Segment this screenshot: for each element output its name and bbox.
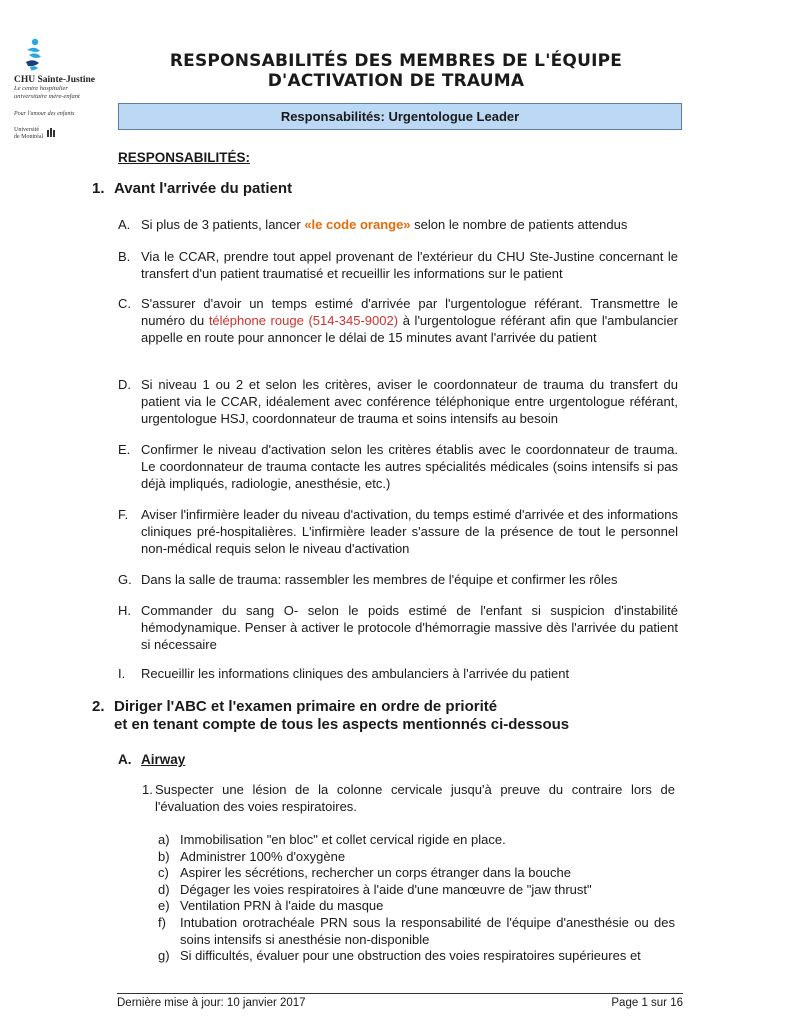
role-banner	[118, 103, 682, 130]
item-text: Via le CCAR, prendre tout appel provenant de l'extérieur du CHU Ste-Justine concernant le transfert d'un patient traumatisé et recueillir les informations sur le patient	[141, 249, 678, 281]
udem-crest-icon	[46, 127, 56, 137]
list-item	[158, 882, 675, 899]
airway-steps-list	[158, 832, 675, 965]
paragraph-text: Suspecter une lésion de la colonne cervicale jusqu'à preuve du contraire lors de l'évaluation des voies respiratoires.	[155, 782, 675, 814]
item-label: a)	[158, 832, 170, 847]
item-text: Dégager les voies respiratoires à l'aide d'une manœuvre de "jaw thrust"	[180, 881, 592, 897]
responsibilities-heading: RESPONSABILITÉS:	[118, 150, 251, 165]
section-number: 1.	[92, 180, 105, 197]
role-banner-label: Responsabilités: Urgentologue Leader	[280, 109, 520, 124]
list-item-b	[118, 248, 678, 282]
item-label: d)	[158, 881, 170, 897]
udem-logo	[14, 127, 114, 141]
item-text: Recueillir les informations cliniques des ambulanciers à l'arrivée du patient	[141, 666, 570, 681]
list-item	[158, 948, 675, 965]
chu-sainte-justine-logo-icon	[22, 38, 44, 72]
item-text-pre: Si plus de 3 patients, lancer	[141, 217, 305, 232]
item-label: C.	[118, 296, 131, 311]
item-text: Si difficultés, évaluer pour une obstruction des voies respiratoires supérieures et	[180, 948, 641, 964]
hospital-logo	[14, 38, 114, 141]
item-label: e)	[158, 898, 170, 914]
list-item-c	[118, 295, 678, 346]
item-text: Immobilisation "en bloc" et collet cervical rigide en place.	[180, 832, 506, 847]
footer-page-number: Page 1 sur 16	[611, 997, 683, 1009]
list-item-h	[118, 602, 678, 653]
title-line-2: D'ACTIVATION DE TRAUMA	[267, 71, 525, 91]
list-item	[158, 832, 675, 849]
logo-name: CHU Sainte-Justine	[14, 75, 96, 85]
item-label: I.	[118, 666, 126, 681]
section-number: 2.	[92, 698, 105, 715]
logo-subtitle-1: Le centre hospitalier	[14, 85, 68, 92]
airway-subheading	[118, 751, 185, 768]
section-title-line-2: et en tenant compte de tous les aspects mentionnés ci-dessous	[114, 716, 570, 733]
item-label: D.	[118, 377, 131, 392]
item-text	[141, 216, 678, 233]
list-item	[158, 898, 675, 915]
logo-motto: Pour l'amour des enfants	[14, 111, 75, 117]
list-item	[158, 865, 675, 882]
item-label: F.	[118, 507, 129, 522]
list-item	[158, 849, 675, 866]
section-2-heading	[92, 698, 569, 734]
section-title: Avant l'arrivée du patient	[114, 180, 293, 197]
list-item-d	[118, 376, 678, 427]
item-label: c)	[158, 865, 169, 881]
code-orange-highlight: «le code orange»	[304, 217, 411, 232]
item-label: f)	[158, 914, 166, 930]
item-label: g)	[158, 948, 170, 964]
footer-divider	[117, 993, 683, 994]
item-label: b)	[158, 848, 170, 864]
item-text-post: selon le nombre de patients attendus	[410, 217, 628, 232]
item-text: Confirmer le niveau d'activation selon les critères établis avec le coordonnateur de trauma. Le coordonnateur de trauma contacte les autres spécialités médicales (soins intensifs si pas déjà impliqués, radiologie, anesthésie, etc.)	[141, 442, 678, 491]
item-text: Commander du sang O- selon le poids estimé de l'enfant si suspicion d'instabilité hémodynamique. Penser à activer le protocole d'hémorragie massive dès l'arrivée du patient si nécessaire	[141, 603, 678, 652]
udem-line-1: Université	[14, 127, 39, 133]
item-text-pre: S'assurer d'avoir un temps estimé d'arrivée par l'urgentologue référant. Transmettre le numéro du	[141, 296, 678, 328]
list-item-f	[118, 506, 678, 557]
list-item	[158, 915, 675, 948]
item-label: G.	[118, 572, 132, 587]
list-item-e	[118, 441, 678, 492]
subheading-title: Airway	[141, 752, 186, 767]
item-label: H.	[118, 603, 131, 618]
section-title-line-1: Diriger l'ABC et l'examen primaire en ordre de priorité	[114, 698, 498, 715]
item-text: Aviser l'infirmière leader du niveau d'activation, du temps estimé d'arrivée et des informations cliniques pré-hospitalières. L'infirmière leader s'assure de la présence de tout le personnel non-médical requis selon le niveau d'activation	[141, 507, 678, 556]
udem-line-2: de Montréal	[14, 134, 44, 140]
item-text: Ventilation PRN à l'aide du masque	[180, 898, 384, 914]
item-text: Dans la salle de trauma: rassembler les membres de l'équipe et confirmer les rôles	[141, 572, 618, 587]
item-text	[141, 295, 678, 346]
item-text: Administrer 100% d'oxygène	[180, 848, 346, 864]
footer-last-updated: Dernière mise à jour: 10 janvier 2017	[117, 997, 306, 1009]
paragraph-number: 1.	[142, 782, 153, 797]
list-item-i	[118, 665, 678, 682]
item-label: E.	[118, 442, 131, 457]
item-text: Si niveau 1 ou 2 et selon les critères, aviser le coordonnateur de trauma du transfert du patient via le CCAR, idéalement avec conférence téléphonique entre urgentologue référant, urgentologue HSJ, coordonnateur de trauma et soins intensifs au besoin	[141, 377, 678, 426]
logo-subtitle-2: universitaire mère-enfant	[14, 93, 80, 100]
item-label: A.	[118, 217, 131, 232]
list-item-g	[118, 571, 678, 588]
list-item-a	[118, 216, 678, 233]
airway-paragraph	[142, 781, 675, 815]
document-title	[117, 51, 675, 91]
title-line-1: RESPONSABILITÉS DES MEMBRES DE L'ÉQUIPE	[169, 51, 623, 71]
item-text: Intubation orotrachéale PRN sous la responsabilité de l'équipe d'anesthésie ou des soins intensifs si anesthésie non-disponible	[180, 914, 675, 947]
item-text-post: à l'urgentologue référant afin que l'ambulancier appelle en route pour annoncer le délai de 15 minutes avant l'arrivée du patient	[141, 313, 678, 345]
red-phone-highlight: téléphone rouge (514-345-9002)	[208, 313, 399, 328]
item-text: Aspirer les sécrétions, rechercher un corps étranger dans la bouche	[180, 865, 571, 881]
section-1-heading	[92, 180, 292, 198]
subheading-label: A.	[118, 752, 132, 767]
item-label: B.	[118, 249, 131, 264]
